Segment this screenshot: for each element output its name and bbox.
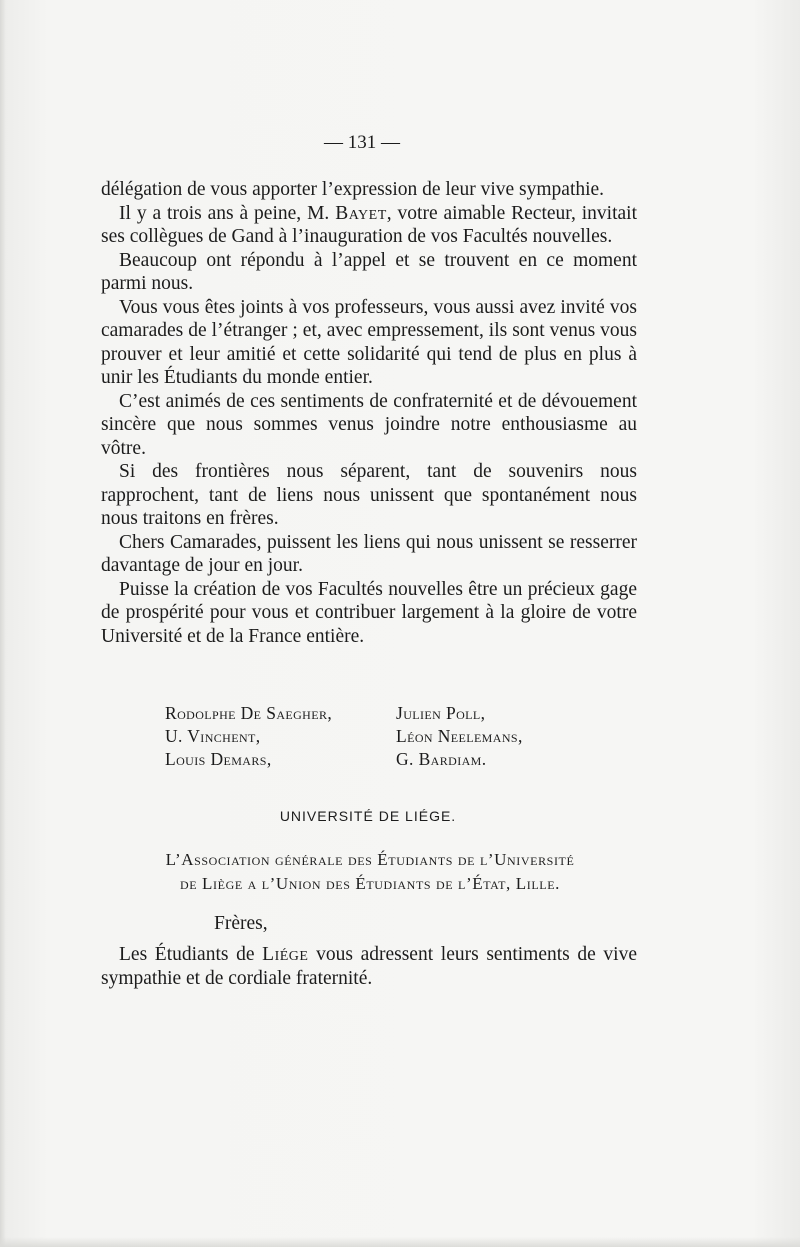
signature-name: G. Bardiam. bbox=[396, 749, 487, 769]
signature-name: Louis Demars, bbox=[165, 749, 272, 769]
paragraph-6: Si des frontières nous séparent, tant de souvenirs nous rapprochent, tant de liens nous unissent que spontanément nous nous traitons en frères. bbox=[101, 461, 637, 529]
paragraph-7: Chers Camarades, puissent les liens qui nous unissent se resserrer davantage de jour en jour. bbox=[101, 531, 637, 576]
salutation: Frères, bbox=[214, 913, 268, 934]
signature-name: Léon Neelemans, bbox=[396, 726, 523, 746]
signature-row bbox=[165, 725, 585, 748]
signature-name: Rodolphe De Saegher, bbox=[165, 703, 333, 723]
page-edge-shadow bbox=[0, 0, 6, 1247]
paragraph-5: C’est animés de ces sentiments de confraternité et de dévouement sincère que nous sommes venus joindre notre enthousiasme au vôtre. bbox=[101, 390, 637, 459]
paragraph-8: Puisse la création de vos Facultés nouvelles être un précieux gage de prospérité pour vous et contribuer largement à la gloire de votre Université et de la France entière. bbox=[101, 578, 637, 647]
address-line-2: de Liège a l’Union des Étudiants de l’État, Lille. bbox=[180, 874, 560, 893]
paragraph-2-start: Il y a trois ans à peine, M. bbox=[119, 202, 336, 224]
liege-paragraph-start: Les Étudiants de bbox=[119, 944, 263, 965]
page-bottom-shadow bbox=[0, 1237, 800, 1247]
signature-name: Julien Poll, bbox=[396, 703, 486, 723]
rector-name: Bayet bbox=[335, 202, 387, 224]
liege-paragraph bbox=[101, 943, 637, 990]
section-heading: UNIVERSITÉ DE LIÉGE. bbox=[279, 808, 457, 824]
page-number: — 131 — bbox=[324, 132, 400, 153]
address-line-1: L’Association générale des Étudiants de l’Université bbox=[165, 850, 575, 869]
signature-name: U. Vinchent, bbox=[165, 726, 261, 746]
signature-block bbox=[165, 702, 585, 771]
paragraph-3: Beaucoup ont répondu à l’appel et se trouvent en ce moment parmi nous. bbox=[101, 249, 637, 294]
signature-row bbox=[165, 748, 585, 771]
paragraph-2 bbox=[101, 202, 637, 249]
liege-paragraph-end: vous adressent leurs sentiments de vive sympathie et de cordiale fraternité. bbox=[101, 944, 638, 989]
city-name: Liége bbox=[262, 944, 309, 965]
paragraph-2-end: , votre aimable Recteur, invitait ses collègues de Gand à l’inauguration de vos Facultés nouvelles. bbox=[101, 202, 638, 247]
liege-letter-body bbox=[101, 943, 637, 990]
letter-address bbox=[100, 848, 640, 896]
signature-row bbox=[165, 702, 585, 725]
letter-body bbox=[101, 178, 637, 648]
paragraph-1: délégation de vous apporter l’expression de leur vive sympathie. bbox=[101, 179, 605, 200]
paragraph-4: Vous vous êtes joints à vos professeurs, vous aussi avez invité vos camarades de l’étranger ; et, avec empressement, ils sont venus vous prouver et leur amitié et cette solidarité qui tend de plus en plus à unir les Étudiants du monde entier. bbox=[101, 296, 637, 388]
